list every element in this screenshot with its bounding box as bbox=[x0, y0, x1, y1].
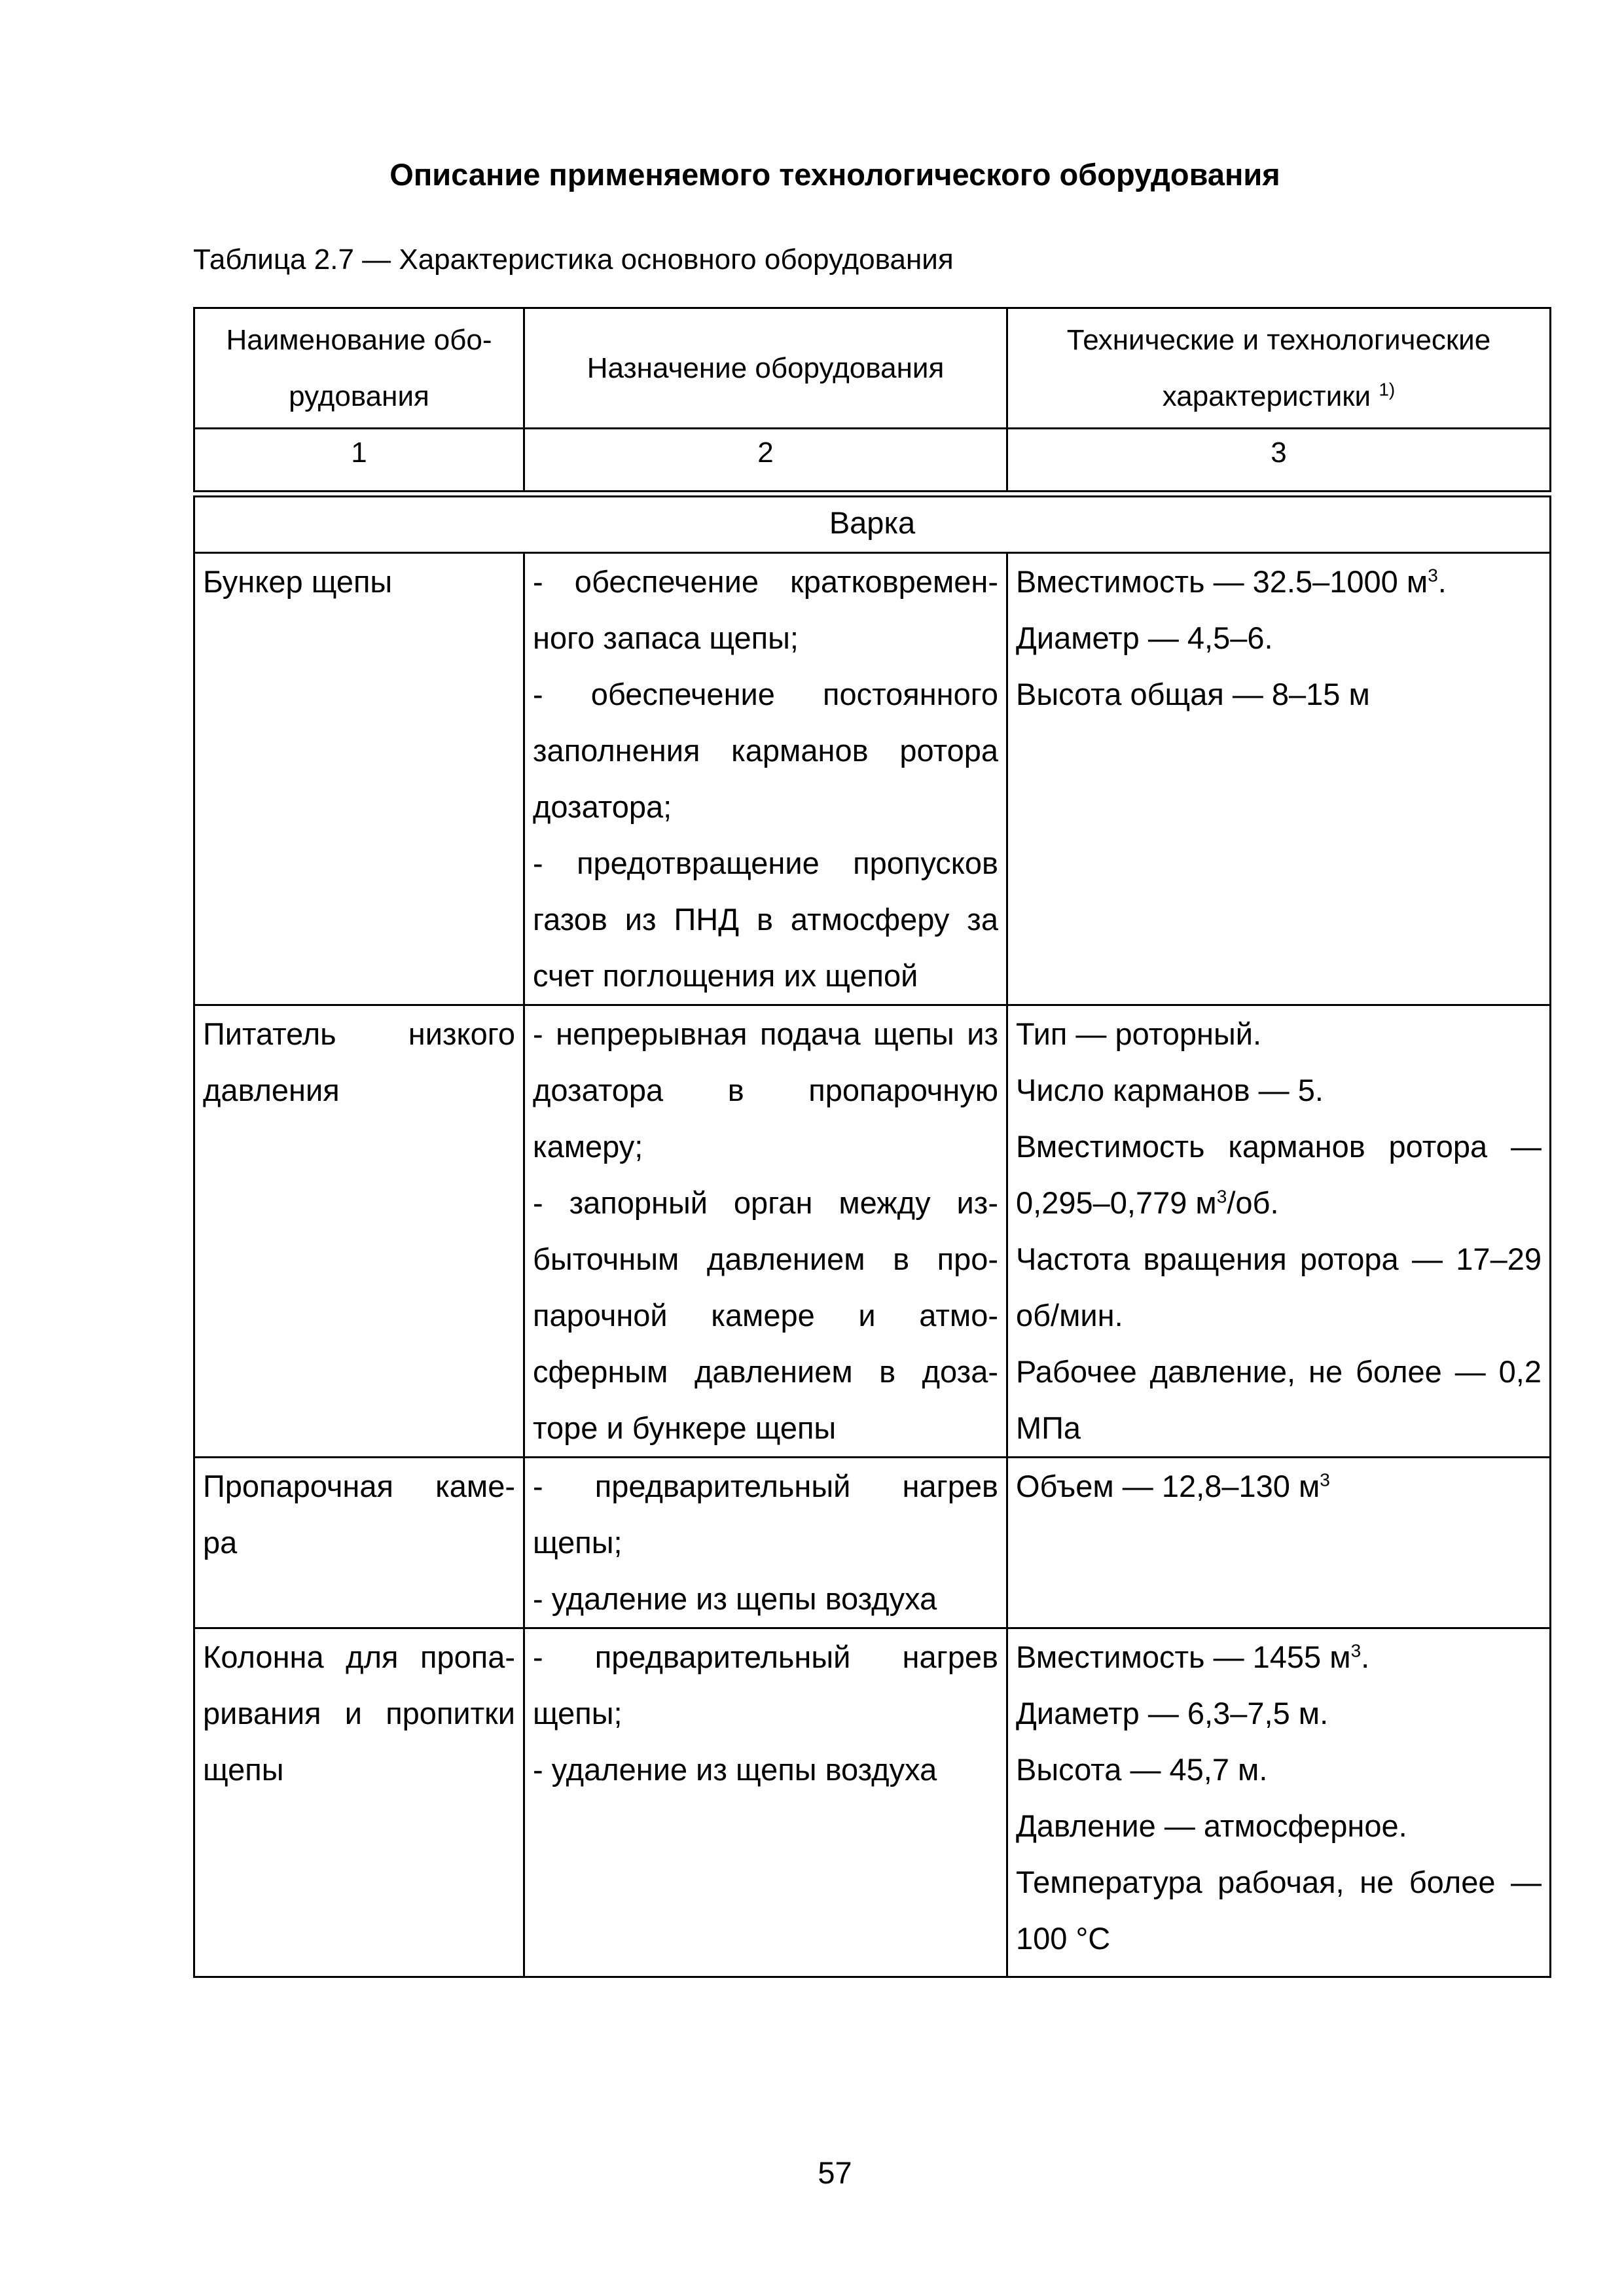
spec-text: Вместимость — 1455 м bbox=[1016, 1640, 1351, 1674]
spec-superscript: 3 bbox=[1320, 1469, 1330, 1490]
purpose-item: - обеспечение постоянного заполнения карманов ротора дозатора; bbox=[533, 677, 998, 824]
equipment-purpose bbox=[524, 1458, 1007, 1628]
header-footnote-mark: 1) bbox=[1379, 378, 1396, 399]
header-name: Наименование обо-рудования bbox=[194, 308, 524, 429]
spec-superscript: 3 bbox=[1428, 565, 1438, 586]
purpose-item: - запорный орган между из-быточным давлением в про-парочной камере и атмо-сферным давлением в доза-торе и бункере щепы bbox=[533, 1185, 998, 1445]
header-specs bbox=[1007, 308, 1551, 429]
purpose-item: - предварительный нагрев щепы; bbox=[533, 1640, 998, 1731]
spec-item bbox=[1016, 554, 1542, 610]
purpose-item: - удаление из щепы воздуха bbox=[533, 1752, 937, 1787]
purpose-item: - обеспечение кратковремен-ного запаса щепы; bbox=[533, 564, 998, 655]
table-row bbox=[194, 553, 1551, 1005]
equipment-purpose bbox=[524, 1628, 1007, 1977]
purpose-item: - удаление из щепы воздуха bbox=[533, 1581, 937, 1616]
purpose-item: - непрерывная подача щепы из дозатора в пропарочную камеру; bbox=[533, 1016, 998, 1164]
spec-item bbox=[1016, 1119, 1542, 1231]
spec-text: Объем — 12,8–130 м bbox=[1016, 1469, 1320, 1503]
column-number-row bbox=[194, 429, 1551, 492]
spec-item: Рабочее давление, не более — 0,2 МПа bbox=[1016, 1354, 1542, 1445]
spec-superscript: 3 bbox=[1350, 1640, 1362, 1661]
table-row bbox=[194, 1005, 1551, 1458]
equipment-name bbox=[194, 1005, 524, 1458]
spec-item: Тип — роторный. bbox=[1016, 1016, 1262, 1051]
double-rule-gap bbox=[194, 492, 1551, 497]
equipment-specs bbox=[1007, 1005, 1551, 1458]
table-header-row bbox=[194, 308, 1551, 429]
spec-text: Вместимость карманов ротора — 0,295–0,779 м bbox=[1016, 1129, 1542, 1220]
spec-superscript: 3 bbox=[1216, 1186, 1227, 1207]
spec-item: Температура рабочая, не более — 100 °С bbox=[1016, 1865, 1542, 1956]
spec-suffix: /об. bbox=[1227, 1185, 1279, 1220]
page-number: 57 bbox=[818, 2155, 852, 2190]
spec-text: Вместимость — 32.5–1000 м bbox=[1016, 564, 1428, 599]
equipment-specs bbox=[1007, 1628, 1551, 1977]
table-row bbox=[194, 1458, 1551, 1628]
table-caption: Таблица 2.7 — Характеристика основного оборудования bbox=[193, 243, 954, 276]
equipment-name-text: Пропарочная каме-ра bbox=[203, 1469, 515, 1560]
double-rule bbox=[194, 492, 1551, 497]
purpose-item: - предотвращение пропусков газов из ПНД в атмосферу за счет поглощения их щепой bbox=[533, 846, 998, 993]
spec-suffix: . bbox=[1437, 564, 1447, 599]
spec-item bbox=[1016, 1458, 1542, 1515]
equipment-name bbox=[194, 1458, 524, 1628]
spec-item: Число карманов — 5. bbox=[1016, 1073, 1324, 1107]
equipment-name-text: Питатель низкого давления bbox=[203, 1016, 515, 1107]
equipment-purpose bbox=[524, 1005, 1007, 1458]
spec-suffix: . bbox=[1361, 1640, 1370, 1674]
equipment-table bbox=[193, 307, 1551, 1978]
spec-item: Высота общая — 8–15 м bbox=[1016, 677, 1370, 711]
equipment-specs bbox=[1007, 553, 1551, 1005]
equipment-name-text: Бункер щепы bbox=[203, 564, 393, 599]
equipment-purpose bbox=[524, 553, 1007, 1005]
column-number: 2 bbox=[524, 429, 1007, 492]
spec-item bbox=[1016, 1629, 1542, 1685]
column-number: 3 bbox=[1007, 429, 1551, 492]
spec-item: Высота — 45,7 м. bbox=[1016, 1752, 1268, 1787]
section-title: Варка bbox=[194, 497, 1551, 553]
equipment-name bbox=[194, 1628, 524, 1977]
purpose-item: - предварительный нагрев щепы; bbox=[533, 1469, 998, 1560]
spec-item: Диаметр — 4,5–6. bbox=[1016, 620, 1273, 655]
equipment-name-text: Колонна для пропа-ривания и пропитки щепы bbox=[203, 1640, 515, 1787]
column-number: 1 bbox=[194, 429, 524, 492]
section-row bbox=[194, 497, 1551, 553]
spec-item: Диаметр — 6,3–7,5 м. bbox=[1016, 1696, 1329, 1731]
equipment-specs bbox=[1007, 1458, 1551, 1628]
header-purpose: Назначение оборудования bbox=[524, 308, 1007, 429]
section-heading: Описание применяемого технологического оборудования bbox=[389, 157, 1280, 192]
header-specs-text: Технические и технологические характеристики bbox=[1066, 323, 1491, 412]
table-row bbox=[194, 1628, 1551, 1977]
equipment-name bbox=[194, 553, 524, 1005]
spec-item: Давление — атмосферное. bbox=[1016, 1808, 1407, 1843]
spec-item: Частота вращения ротора — 17–29 об/мин. bbox=[1016, 1242, 1542, 1333]
